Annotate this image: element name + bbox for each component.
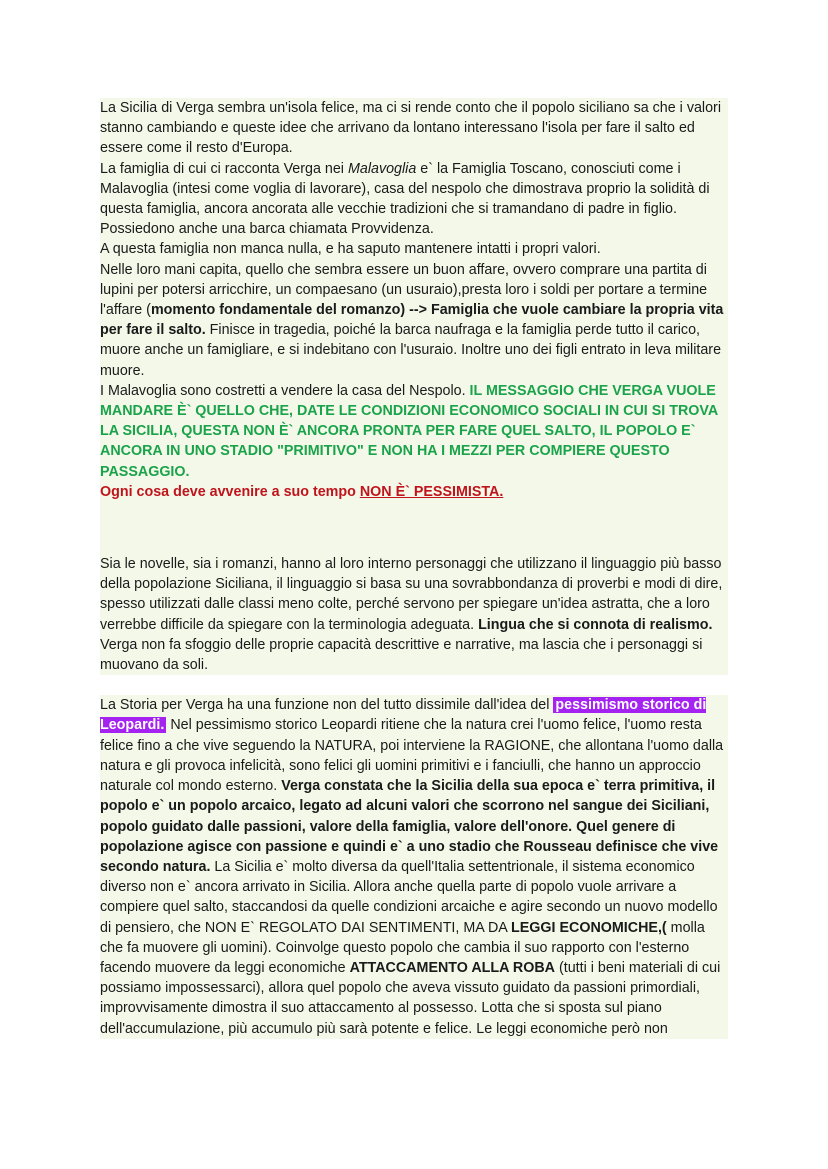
text-span: La famiglia di cui ci racconta Verga nei bbox=[100, 160, 348, 177]
bold-emphasis: momento fondamentale del romanzo) --> Famiglia che vuole cambiare la propria vita per fare il salto. bbox=[100, 302, 724, 339]
title-malavoglia: Malavoglia bbox=[347, 160, 417, 177]
text-span: Nel pessimismo storico Leopardi ritiene che la natura crei l'uomo felice, l'uomo resta felice fino a che vive seguendo la NATURA, poi interviene la RAGIONE, che allontana l'uomo dalla natura e gli provoca infelicità, sono felici gli uomini primitivi e i fanciulli, che hanno un approccio naturale col mondo esterno. bbox=[100, 717, 724, 795]
bold-emphasis: Verga constata che la Sicilia della sua epoca e` terra primitiva, il popolo e` un popolo arcaico, legato ad alcuni valori che scorrono nel sangue dei Siciliani, popolo guidato dalle passioni, valore della famiglia, valore dell'onore. Quel genere di popolazione agisce con passione e quindi e` a uno stadio che Rousseau definisce che vive secondo natura. bbox=[100, 778, 719, 875]
bold-emphasis: ATTACCAMENTO ALLA ROBA bbox=[349, 959, 555, 976]
text-span: molla che fa muovere gli uomini). Coinvolge questo popolo che cambia il suo rapporto con l'esterno facendo muovere da leggi economiche bbox=[100, 919, 705, 976]
text-span: La Sicilia e` molto diversa da quell'Italia settentrionale, il sistema economico diverso non e` ancora arrivato in Sicilia. Allora anche quella parte di popolo vuole arrivare a compiere quel salto, staccandosi da quelle condizioni arcaiche e agire secondo un nuovo modello di pensiero, che NON E` REGOLATO DAI SENTIMENTI, MA DA bbox=[100, 858, 718, 936]
text-span: Finisce in tragedia, poiché la barca naufraga e la famiglia perde tutto il carico, muore anche un famigliare, e si indebitano con l'usuraio. Inoltre uno dei figli entrato in leva militare muore. bbox=[100, 322, 722, 379]
red-emphasis: Ogni cosa deve avvenire a suo tempo bbox=[100, 483, 360, 500]
text-span: La Storia per Verga ha una funzione non del tutto dissimile dall'idea del bbox=[100, 697, 554, 714]
paragraph-affare bbox=[100, 260, 728, 381]
bold-emphasis: LEGGI ECONOMICHE,( bbox=[511, 919, 667, 936]
paragraph-storia bbox=[100, 695, 728, 1038]
paragraph-messaggio bbox=[100, 381, 728, 482]
text-span: e` la Famiglia Toscano, conosciuti come i Malavoglia (intesi come voglia di lavorare), casa del nespolo che dimostrava proprio la solidità di questa famiglia, ancora ancorata alle vecchie tradizioni che si tramandano di padre in figlio. Possiedono anche una barca chiamata Provvidenza. bbox=[100, 160, 710, 238]
bold-emphasis: Lingua che si connota di realismo. bbox=[478, 616, 713, 633]
text-span: La Sicilia di Verga sembra un'isola felice, ma ci si rende conto che il popolo siciliano sa che i valori stanno cambiando e queste idee che arrivano da lontano interessano l'isola per fare il salto ed essere come il resto d'Europa. bbox=[100, 100, 721, 157]
text-span: Verga non fa sfoggio delle proprie capacità descrittive e narrative, ma lascia che i personaggi si muovano da soli. bbox=[100, 636, 703, 674]
paragraph-non-pessimista bbox=[100, 482, 728, 502]
paragraph-famiglia bbox=[100, 159, 728, 240]
document-body bbox=[100, 98, 728, 1039]
green-emphasis: IL MESSAGGIO CHE VERGA VUOLE MANDARE È` QUELLO CHE, DATE LE CONDIZIONI ECONOMICO SOCIALI IN CUI SI TROVA LA SICILIA, QUESTA NON È` ANCORA PRONTA PER FARE QUEL SALTO, IL POPOLO E` ANCORA IN UNO STADIO "PRIMITIVO" E NON HA I MEZZI PER COMPIERE QUESTO PASSAGGIO. bbox=[100, 382, 718, 480]
blank-spacer bbox=[100, 502, 728, 554]
text-span: I Malavoglia sono costretti a vendere la casa del Nespolo. bbox=[100, 382, 470, 399]
paragraph-valori bbox=[100, 239, 728, 259]
red-underlined-emphasis: NON È` PESSIMISTA. bbox=[359, 483, 504, 500]
highlighted-pessimismo: pessimismo storico di Leopardi. bbox=[100, 697, 707, 734]
paragraph-sicilia-intro bbox=[100, 98, 728, 159]
blank-spacer bbox=[100, 675, 728, 695]
paragraph-linguaggio bbox=[100, 554, 728, 675]
text-span: A questa famiglia non manca nulla, e ha saputo mantenere intatti i propri valori. bbox=[100, 241, 601, 258]
text-span: Nelle loro mani capita, quello che sembra essere un buon affare, ovvero comprare una partita di lupini per potersi arricchire, un compaesano (un usuraio),presta loro i soldi per portare a termine l'affare ( bbox=[100, 261, 708, 319]
text-span: (tutti i beni materiali di cui possiamo impossessarci), allora quel popolo che aveva vissuto guidato da passioni primordiali, improvvisamente dimostra il suo attaccamento al possesso. Lotta che si sposta sul piano dell'accumulazione, più accumulo più sarà potente e felice. Le leggi economiche però non bbox=[100, 959, 721, 1037]
text-span: Sia le novelle, sia i romanzi, hanno al loro interno personaggi che utilizzano il linguaggio più basso della popolazione Siciliana, il linguaggio si basa su una sovrabbondanza di proverbi e modi di dire, spesso utilizzati dalle classi meno colte, perché servono per spiegare un'idea astratta, che a loro verrebbe difficile da spiegare con la terminologia adeguata. bbox=[100, 556, 723, 633]
